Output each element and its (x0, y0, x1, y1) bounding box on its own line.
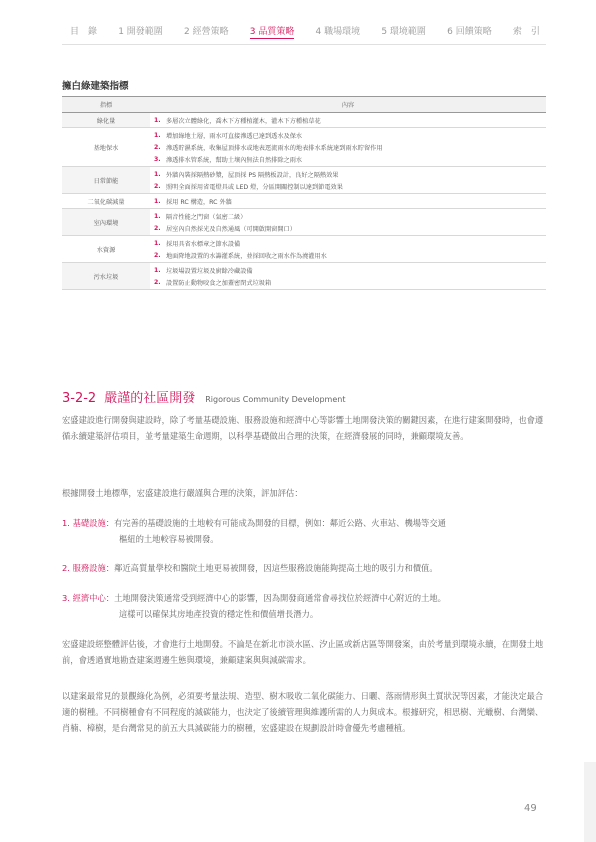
section-heading (62, 387, 345, 406)
table-content-line (154, 180, 542, 192)
table-cell-content (150, 113, 546, 128)
table-content-line (154, 222, 542, 234)
list-text: 有完善的基礎設施的土地較有可能成為開發的目標，例如：鄰近公路、火車站、機場等交通 (114, 518, 446, 528)
table-row (62, 194, 546, 209)
item-number: 1. (154, 116, 161, 124)
table-row (62, 263, 546, 290)
table-row (62, 113, 546, 128)
nav-divider (62, 44, 546, 45)
list-number: 3. (62, 593, 70, 603)
nav-item-chapter-2[interactable]: 2 經營策略 (183, 27, 229, 37)
item-text: 垃圾場設置垃圾及廚餘冷藏設備 (166, 267, 253, 275)
item-number: 2. (154, 224, 161, 232)
table-content-line (154, 264, 542, 276)
table-cell-content (150, 128, 546, 167)
nav-item-chapter-6[interactable]: 6 回饋策略 (447, 27, 492, 37)
list-label: 經濟中心： (72, 593, 115, 603)
list-label: 基礎設施： (72, 518, 115, 528)
item-text: 地面降地設置的水籌灌系統，並採回收之雨水作為澆灌用水 (166, 252, 327, 260)
table-cell-content (150, 209, 546, 236)
page-number: 49 (524, 803, 537, 814)
item-text: 增加綠地土層，雨水可直接滲透已達到透水及保水 (166, 132, 303, 140)
table-cell-content (150, 236, 546, 263)
item-number: 3. (154, 155, 161, 163)
paragraph-criteria: 根據開發土地標準，宏盛建設進行嚴謹與合理的決策，評加評估： (62, 488, 303, 498)
item-text: 居室內自然採光及自然通風（可開啟開窗開口） (166, 225, 296, 233)
table-content-line (154, 237, 542, 249)
table-cell-category: 水資源 (62, 236, 150, 263)
nav-item-index[interactable]: 索 引 (512, 27, 540, 37)
table-body (62, 113, 546, 290)
list-label: 服務設施： (72, 563, 115, 573)
item-text: 多層次立體綠化，喬木下方種植灌木，灌木下方種植草花 (166, 117, 321, 125)
table-header-content: 內容 (150, 97, 546, 113)
item-text: 滲透排水管系統，幫助土壤內無法自然排除之雨水 (166, 156, 303, 164)
nav-item-chapter-5[interactable]: 5 環境範圍 (381, 27, 426, 37)
table-cell-content (150, 167, 546, 194)
list-text-continued: 樞紐的土地較容易被開發。 (119, 534, 219, 544)
list-text: 土地開發決策通常受到經濟中心的影響，因為開發商通常會尋找位於經濟中心附近的土地。 (114, 593, 446, 603)
list-number: 2. (62, 563, 70, 573)
paragraph-landscaping: 以建案最常見的景觀綠化為例，必須要考量法規、造型、樹木吸收二氧化碳能力、日曬、落雨情形與土質狀況等因素，才能決定最合適的樹種。不同樹種會有不同程度的減碳能力，也決定了後續管理與維護所需的人力與成本。根據研究，相思樹、光蠟樹、台灣欒、肖楠、樟樹，是台灣常見的前五大具減碳能力的樹種，宏盛建設在規劃設計時會優先考慮種植。 (62, 691, 544, 733)
table-cell-category: 基地保水 (62, 128, 150, 167)
table-content-line (154, 141, 542, 153)
item-number: 1. (154, 197, 161, 205)
table-cell-category: 綠化量 (62, 113, 150, 128)
item-text: 隔音性能之門窗（氣密二級） (166, 213, 247, 221)
table-cell-content (150, 263, 546, 290)
item-number: 2. (154, 278, 161, 286)
item-text: 設置防止動物咬食之加蓋密閉式垃圾箱 (166, 279, 272, 287)
item-number: 1. (154, 266, 161, 274)
table-content-line (154, 168, 542, 180)
nav-item-chapter-3[interactable]: 3 品質策略 (250, 24, 295, 39)
table-content-line (154, 276, 542, 288)
table-cell-category: 污水垃圾 (62, 263, 150, 290)
list-item (62, 560, 546, 576)
green-building-table (62, 96, 546, 290)
table-row (62, 128, 546, 167)
table-cell-category: 室內環境 (62, 209, 150, 236)
table-content-line (154, 129, 542, 141)
nav-item-chapter-4[interactable]: 4 職場環境 (315, 27, 361, 37)
table-header-row (62, 97, 546, 113)
item-text: 滲透貯濕系統，收集屋頂排水或地表逕流雨水的地表排水系統達到雨水貯留作用 (166, 144, 383, 152)
item-number: 1. (154, 131, 161, 139)
list-text-continued: 這樣可以確保其房地產投資的穩定性和價值增長潛力。 (119, 609, 319, 619)
item-number: 2. (154, 251, 161, 259)
table-content-line (154, 153, 542, 165)
section-title: 擁白綠建築指標 (62, 81, 129, 92)
side-tab (584, 762, 596, 842)
nav-item-contents[interactable]: 目 錄 (70, 27, 98, 37)
table-content-line (154, 210, 542, 222)
table-header-indicator: 指標 (62, 97, 150, 113)
heading-english: Rigorous Community Development (205, 395, 346, 404)
list-item (62, 590, 546, 622)
heading-title: 嚴謹的社區開發 (104, 391, 196, 406)
nav-item-chapter-1[interactable]: 1 開發範圍 (118, 27, 163, 37)
item-number: 2. (154, 182, 161, 190)
table-cell-category: 日常節能 (62, 167, 150, 194)
item-text: 採用 RC 構造，RC 外牆 (166, 198, 232, 206)
item-number: 1. (154, 239, 161, 247)
table-cell-content (150, 194, 546, 209)
list-text: 鄰近高質量學校和醫院土地更易被開發，因這些服務設施能夠提高土地的吸引力和價值。 (114, 563, 438, 573)
heading-number: 3-2-2 (62, 391, 97, 406)
table-content-line (154, 114, 542, 126)
table-content-line (154, 249, 542, 261)
item-text: 採用具省水標章之節水設備 (166, 240, 241, 248)
table-row (62, 167, 546, 194)
item-number: 2. (154, 143, 161, 151)
paragraph-evaluation: 宏盛建設經整體評估後，才會進行土地開發。不論是在新北市淡水區、汐止區或新店區等開發案，由於考量到環境永續，在開發土地前，會透過實地勘查建案週邊生態與環境，兼顧建案與與減碳需求。 (62, 639, 544, 665)
table-row (62, 236, 546, 263)
item-text: 外牆內裝採隔熱砂漿，屋頂採 PS 隔熱板設計，良好之隔熱效果 (166, 171, 339, 179)
list-number: 1. (62, 518, 70, 528)
paragraph-intro: 宏盛建設進行開發與建設時，除了考量基礎設施、服務設施和經濟中心等影響土地開發決策的關鍵因素，在進行建案開發時，也會遵循永續建築評估項目，並考量建築生命週期，以科學基礎做出合理的決策，在經濟發展的同時，兼顧環境友善。 (62, 415, 544, 441)
list-item (62, 515, 546, 547)
chapter-nav (70, 24, 540, 42)
table-cell-category: 二氧化碳減量 (62, 194, 150, 209)
item-text: 照明全面採用省電燈具或 LED 燈，分區開關控制以達到節電效果 (166, 183, 343, 191)
table-content-line (154, 195, 542, 207)
table-row (62, 209, 546, 236)
item-number: 1. (154, 170, 161, 178)
item-number: 1. (154, 212, 161, 220)
